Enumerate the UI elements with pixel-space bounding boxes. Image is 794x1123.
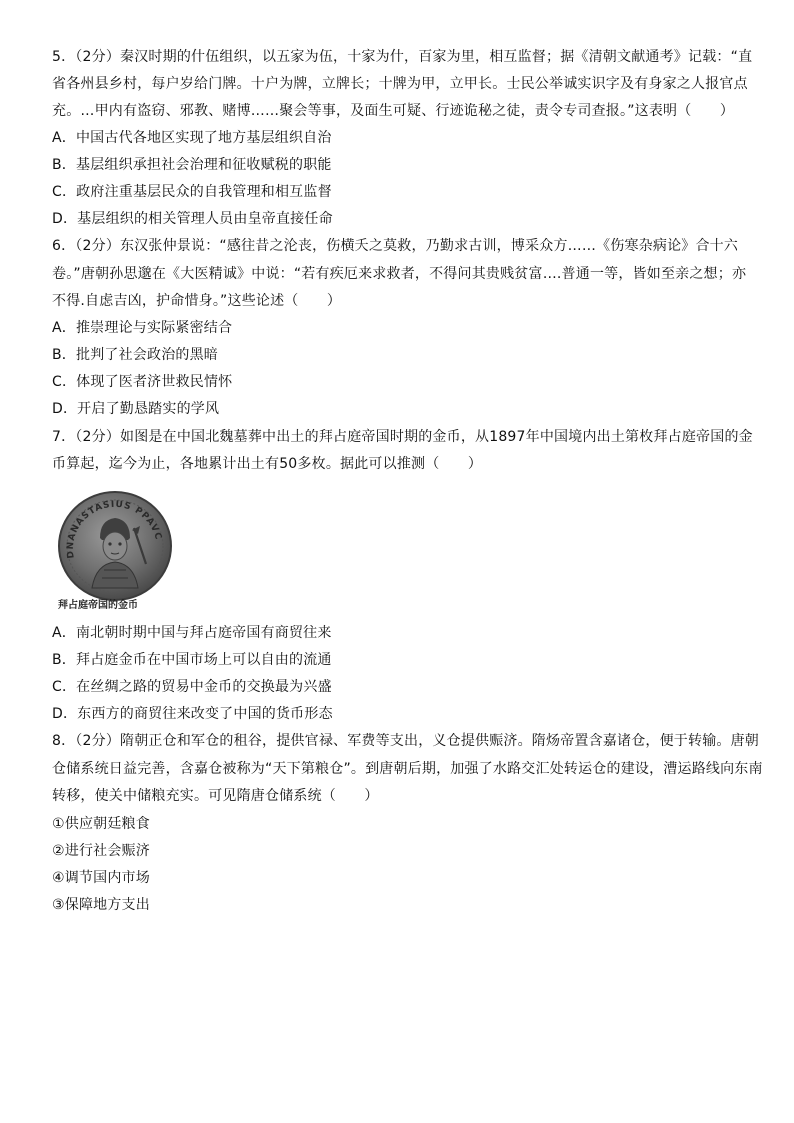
q6-stem-line-2: 卷。”唐朝孙思邈在《大医精诚》中说：“若有疾厄来求救者，不得问其贵贱贫富….普通一等，皆如至亲之想；亦 <box>52 266 747 282</box>
q6-option-b: B．批判了社会政治的黑暗 <box>52 347 219 363</box>
q5-option-c: C．政府注重基层民众的自我管理和相互监督 <box>52 184 332 200</box>
q7-option-c: C．在丝绸之路的贸易中金币的交换最为兴盛 <box>52 679 332 695</box>
coin-inscription: DNANASTASIUS PPAVC <box>65 499 164 559</box>
q8-item-4: ③保障地方支出 <box>52 897 150 913</box>
q6-option-a: A．推崇理论与实际紧密结合 <box>52 320 233 336</box>
q7-stem-line-1: 7．（2分）如图是在中国北魏墓葬中出土的拜占庭帝国时期的金币，从1897年中国境内出土第枚拜占庭帝国的金 <box>52 429 753 445</box>
q5-option-a: A．中国古代各地区实现了地方基层组织自治 <box>52 130 332 146</box>
q7-option-d: D．东西方的商贸往来改变了中国的货币形态 <box>52 706 333 722</box>
q6-option-c: C．体现了医者济世救民情怀 <box>52 374 233 390</box>
q8-item-3: ④调节国内市场 <box>52 870 150 886</box>
q7-option-a: A．南北朝时期中国与拜占庭帝国有商贸往来 <box>52 625 332 641</box>
q6-stem-line-1: 6．（2分）东汉张仲景说：“感往昔之沦丧，伤横夭之莫救，乃勤求古训，博采众方……《伤寒杂病论》合十六 <box>52 238 739 254</box>
coin-image-caption: 拜占庭帝国的金币 <box>58 600 138 611</box>
q5-stem-line-1: 5．（2分）秦汉时期的什伍组织，以五家为伍，十家为什，百家为里，相互监督；据《清朝文献通考》记载：“直 <box>52 49 753 65</box>
q8-item-1: ①供应朝廷粮食 <box>52 816 150 832</box>
q8-item-2: ②进行社会赈济 <box>52 843 150 859</box>
q8-stem-line-3: 转移，使关中储粮充实。可见隋唐仓储系统（ ） <box>52 788 379 804</box>
q8-stem-line-2: 仓储系统日益完善，含嘉仓被称为“天下第粮仓”。到唐朝后期，加强了水路交汇处转运仓的建设，漕运路线向东南 <box>52 761 763 777</box>
q5-option-b: B．基层组织承担社会治理和征收赋税的职能 <box>52 157 332 173</box>
q7-stem-line-2: 币算起，迄今为止，各地累计出土有50多枚。据此可以推测（ ） <box>52 456 483 472</box>
q5-stem-line-3: 充。…甲内有盗窃、邪教、赌博……聚会等事，及面生可疑、行迹诡秘之徒，责令专司查报。”这表明（ ） <box>52 103 735 119</box>
q7-option-b: B．拜占庭金币在中国市场上可以自由的流通 <box>52 652 332 668</box>
q8-stem-line-1: 8．（2分）隋朝正仓和军仓的租谷，提供官禄、军费等支出，义仓提供赈济。隋炀帝置含嘉诸仓，便于转输。唐朝 <box>52 733 760 749</box>
byzantine-coin-illustration <box>52 488 178 614</box>
q5-stem-line-2: 省各州县乡村，每户岁给门牌。十户为牌，立牌长；十牌为甲，立甲长。士民公举诚实识字及有身家之人报官点 <box>52 76 748 92</box>
q6-option-d: D．开启了勤恳踏实的学风 <box>52 401 220 417</box>
q5-option-d: D．基层组织的相关管理人员由皇帝直接任命 <box>52 211 333 227</box>
q6-stem-line-3: 不得.自虑吉凶，护命惜身。”这些论述（ ） <box>52 293 342 309</box>
coin-image <box>52 488 178 614</box>
